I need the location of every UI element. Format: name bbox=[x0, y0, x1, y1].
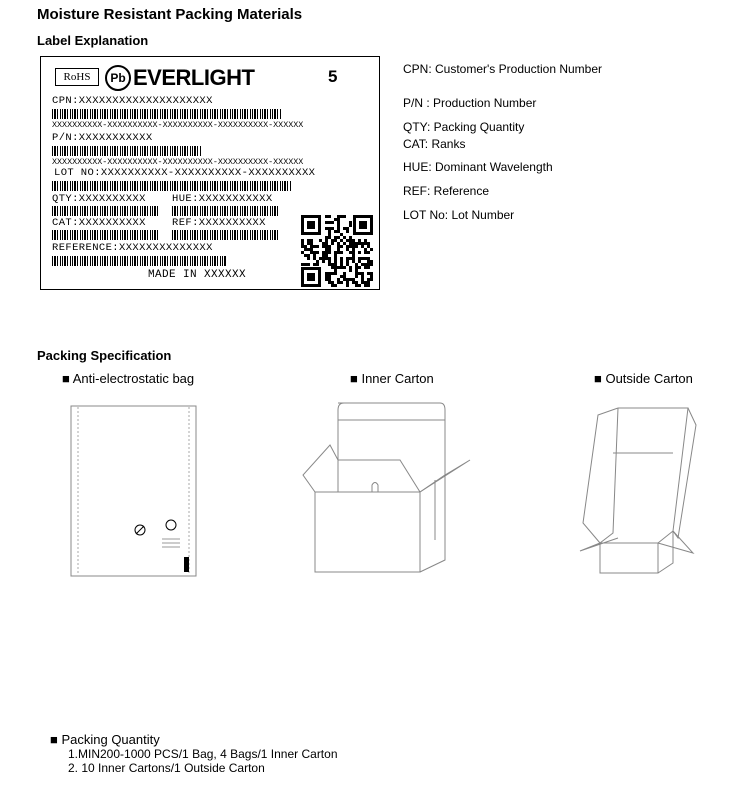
barcode-pn bbox=[52, 146, 202, 156]
label-hue: HUE:XXXXXXXXXXX bbox=[172, 193, 273, 205]
label-lot: LOT NO:XXXXXXXXXX-XXXXXXXXXX-XXXXXXXXXX bbox=[54, 167, 316, 179]
inner-carton-icon bbox=[300, 400, 475, 580]
outside-carton-icon bbox=[578, 403, 700, 578]
label-cpn: CPN:XXXXXXXXXXXXXXXXXXXX bbox=[52, 95, 213, 107]
packing-quantity-line-2: 2. 10 Inner Cartons/1 Outside Carton bbox=[68, 761, 265, 775]
outside-carton-label: ■ Outside Carton bbox=[594, 371, 693, 386]
pb-free-icon: Pb bbox=[105, 65, 131, 91]
label-line2: XXXXXXXXXX-XXXXXXXXXX-XXXXXXXXXX-XXXXXXXXXX-XXXXXX bbox=[52, 157, 304, 167]
barcode-ref bbox=[172, 230, 280, 240]
label-line1: XXXXXXXXXX-XXXXXXXXXX-XXXXXXXXXX-XXXXXXXXXX-XXXXXX bbox=[52, 120, 304, 130]
brand-logo: EVERLIGHT bbox=[133, 65, 255, 90]
packing-section-title: Packing Specification bbox=[37, 348, 172, 363]
packing-quantity-title: ■ Packing Quantity bbox=[50, 732, 160, 747]
legend-ref: REF: Reference bbox=[403, 184, 490, 198]
barcode-hue bbox=[172, 206, 280, 216]
label-pn: P/N:XXXXXXXXXXX bbox=[52, 132, 153, 144]
label-cat: CAT:XXXXXXXXXX bbox=[52, 217, 146, 229]
legend-lot: LOT No: Lot Number bbox=[403, 208, 515, 222]
label-section-title: Label Explanation bbox=[37, 33, 149, 48]
sample-label bbox=[40, 56, 380, 290]
page-title: Moisture Resistant Packing Materials bbox=[37, 6, 303, 23]
label-ref: REF:XXXXXXXXXX bbox=[172, 217, 266, 229]
label-made-in: MADE IN XXXXXX bbox=[148, 269, 247, 281]
inner-carton-label: ■ Inner Carton bbox=[350, 371, 434, 386]
legend-qty: QTY: Packing Quantity bbox=[403, 120, 525, 134]
legend-cpn: CPN: Customer's Production Number bbox=[403, 62, 603, 76]
bag-label: ■ Anti-electrostatic bag bbox=[62, 371, 195, 386]
rohs-badge: RoHS bbox=[55, 68, 99, 86]
legend-hue: HUE: Dominant Wavelength bbox=[403, 160, 553, 174]
barcode-cpn bbox=[52, 109, 282, 119]
barcode-reference bbox=[52, 256, 227, 266]
barcode-lot bbox=[52, 181, 292, 191]
qr-code-icon bbox=[301, 215, 373, 287]
anti-static-bag-icon bbox=[70, 405, 200, 580]
packing-quantity-line-1: 1.MIN200-1000 PCS/1 Bag, 4 Bags/1 Inner Carton bbox=[68, 747, 338, 761]
legend-cat: CAT: Ranks bbox=[403, 137, 466, 151]
label-reference: REFERENCE:XXXXXXXXXXXXXX bbox=[52, 242, 213, 254]
legend-pn: P/N : Production Number bbox=[403, 96, 537, 110]
barcode-cat bbox=[52, 230, 160, 240]
label-qty: QTY:XXXXXXXXXX bbox=[52, 193, 146, 205]
barcode-qty bbox=[52, 206, 160, 216]
label-number: 5 bbox=[328, 67, 338, 86]
